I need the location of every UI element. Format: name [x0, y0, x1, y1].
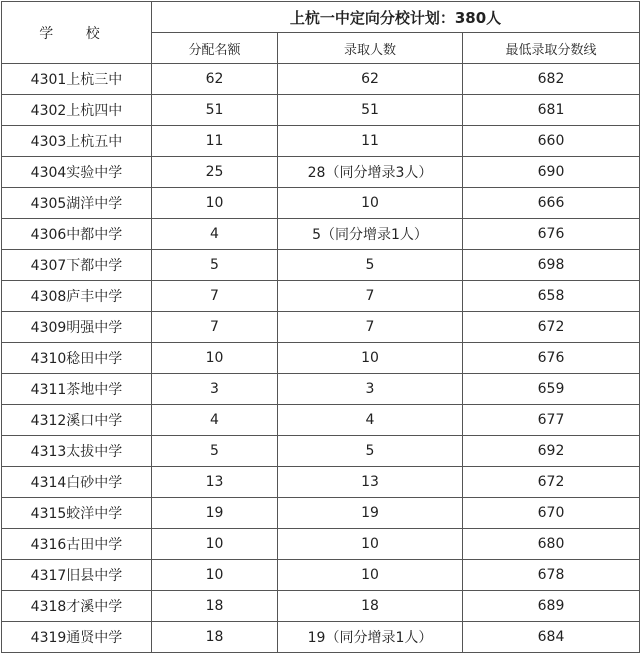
school-cell: 4316古田中学 [2, 529, 152, 560]
admitted-cell: 13 [278, 467, 463, 498]
admitted-cell: 51 [278, 95, 463, 126]
school-cell: 4305湖洋中学 [2, 188, 152, 219]
admitted-cell: 28（同分增录3人） [278, 157, 463, 188]
admitted-cell: 5 [278, 250, 463, 281]
quota-column-header: 分配名额 [152, 33, 278, 64]
quota-cell: 18 [152, 591, 278, 622]
school-cell: 4318才溪中学 [2, 591, 152, 622]
table-row [2, 250, 640, 281]
min-score-cell: 678 [463, 560, 640, 591]
admitted-cell: 18 [278, 591, 463, 622]
school-cell: 4308庐丰中学 [2, 281, 152, 312]
school-column-header: 学 校 [2, 2, 152, 64]
school-cell: 4304实验中学 [2, 157, 152, 188]
table-row [2, 343, 640, 374]
school-cell: 4319通贤中学 [2, 622, 152, 653]
table-row [2, 95, 640, 126]
quota-cell: 3 [152, 374, 278, 405]
table-row [2, 467, 640, 498]
school-cell: 4301上杭三中 [2, 64, 152, 95]
min-score-cell: 670 [463, 498, 640, 529]
table-row [2, 529, 640, 560]
min-score-cell: 672 [463, 312, 640, 343]
quota-cell: 10 [152, 343, 278, 374]
quota-cell: 13 [152, 467, 278, 498]
quota-cell: 18 [152, 622, 278, 653]
quota-cell: 11 [152, 126, 278, 157]
table-row [2, 64, 640, 95]
min-score-cell: 676 [463, 219, 640, 250]
admitted-cell: 11 [278, 126, 463, 157]
table-row [2, 126, 640, 157]
school-cell: 4303上杭五中 [2, 126, 152, 157]
quota-cell: 19 [152, 498, 278, 529]
header-row-top [2, 2, 640, 33]
table-row [2, 374, 640, 405]
school-cell: 4311茶地中学 [2, 374, 152, 405]
table-row [2, 405, 640, 436]
quota-cell: 4 [152, 219, 278, 250]
admitted-cell: 10 [278, 343, 463, 374]
school-cell: 4314白砂中学 [2, 467, 152, 498]
min-score-cell: 684 [463, 622, 640, 653]
min-score-cell: 681 [463, 95, 640, 126]
quota-cell: 10 [152, 188, 278, 219]
plan-title: 上杭一中定向分校计划：380人 [152, 2, 640, 33]
quota-cell: 51 [152, 95, 278, 126]
quota-cell: 5 [152, 436, 278, 467]
quota-cell: 10 [152, 560, 278, 591]
min-score-cell: 666 [463, 188, 640, 219]
min-score-cell: 680 [463, 529, 640, 560]
table-row [2, 281, 640, 312]
admitted-cell: 19（同分增录1人） [278, 622, 463, 653]
admitted-column-header: 录取人数 [278, 33, 463, 64]
quota-cell: 7 [152, 281, 278, 312]
min-score-column-header: 最低录取分数线 [463, 33, 640, 64]
quota-cell: 25 [152, 157, 278, 188]
quota-cell: 62 [152, 64, 278, 95]
admitted-cell: 5 [278, 436, 463, 467]
admitted-cell: 5（同分增录1人） [278, 219, 463, 250]
admitted-cell: 7 [278, 312, 463, 343]
school-cell: 4307下都中学 [2, 250, 152, 281]
admitted-cell: 10 [278, 529, 463, 560]
min-score-cell: 682 [463, 64, 640, 95]
table-row [2, 219, 640, 250]
school-cell: 4315蛟洋中学 [2, 498, 152, 529]
min-score-cell: 676 [463, 343, 640, 374]
school-cell: 4310稔田中学 [2, 343, 152, 374]
quota-cell: 7 [152, 312, 278, 343]
school-cell: 4312溪口中学 [2, 405, 152, 436]
quota-cell: 10 [152, 529, 278, 560]
min-score-cell: 677 [463, 405, 640, 436]
school-cell: 4306中都中学 [2, 219, 152, 250]
min-score-cell: 692 [463, 436, 640, 467]
admitted-cell: 19 [278, 498, 463, 529]
min-score-cell: 658 [463, 281, 640, 312]
quota-cell: 4 [152, 405, 278, 436]
school-cell: 4309明强中学 [2, 312, 152, 343]
school-cell: 4317旧县中学 [2, 560, 152, 591]
min-score-cell: 689 [463, 591, 640, 622]
min-score-cell: 659 [463, 374, 640, 405]
table-row [2, 591, 640, 622]
table-row [2, 498, 640, 529]
table-row [2, 157, 640, 188]
admitted-cell: 62 [278, 64, 463, 95]
school-cell: 4302上杭四中 [2, 95, 152, 126]
school-cell: 4313太拔中学 [2, 436, 152, 467]
min-score-cell: 660 [463, 126, 640, 157]
admitted-cell: 10 [278, 560, 463, 591]
min-score-cell: 698 [463, 250, 640, 281]
table-row [2, 188, 640, 219]
table-row [2, 622, 640, 653]
table-body [2, 64, 640, 653]
admitted-cell: 7 [278, 281, 463, 312]
admitted-cell: 4 [278, 405, 463, 436]
table-row [2, 312, 640, 343]
admitted-cell: 3 [278, 374, 463, 405]
table-header [2, 2, 640, 64]
admitted-cell: 10 [278, 188, 463, 219]
quota-cell: 5 [152, 250, 278, 281]
min-score-cell: 672 [463, 467, 640, 498]
min-score-cell: 690 [463, 157, 640, 188]
table-row [2, 560, 640, 591]
allocation-table [1, 1, 640, 653]
table-row [2, 436, 640, 467]
